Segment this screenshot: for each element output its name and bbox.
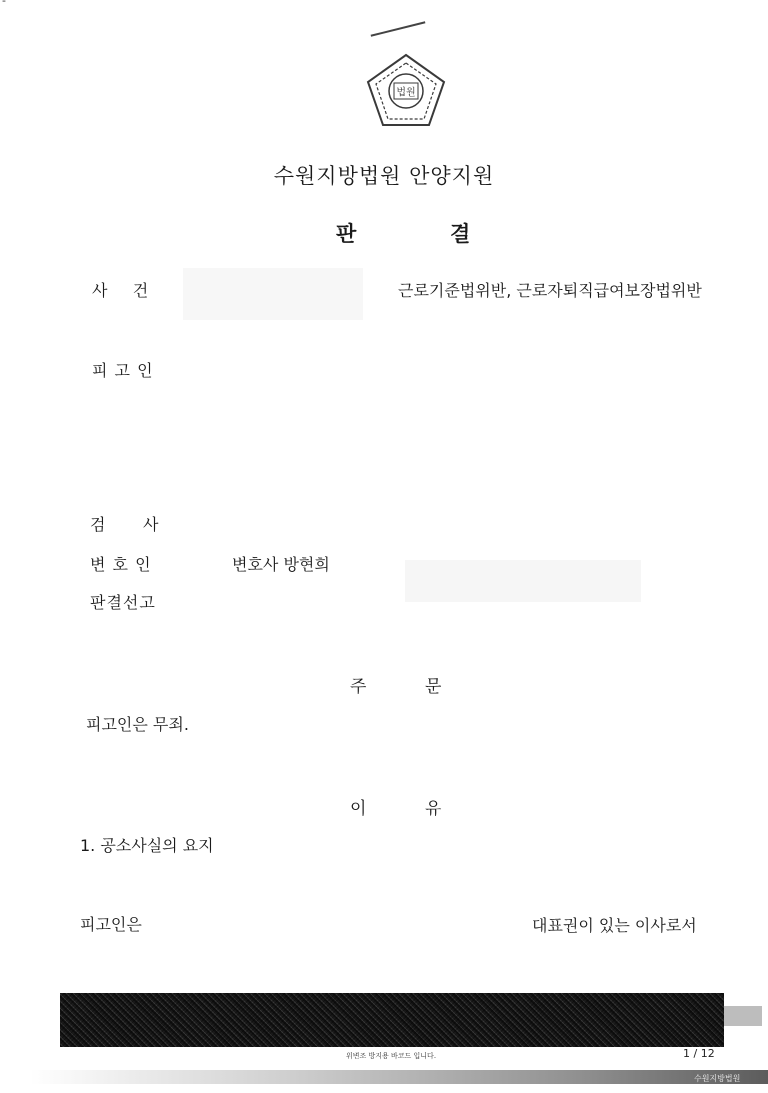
anti-forgery-barcode — [60, 993, 724, 1047]
order-title-char-1: 주 — [350, 677, 367, 697]
page-number: 1 / 12 — [683, 1047, 715, 1060]
court-seal-text: 법원 — [396, 87, 416, 99]
order-title-char-2: 문 — [425, 677, 442, 697]
reasons-title-char-2: 유 — [425, 799, 442, 819]
sentencing-date-label: 판결선고 — [90, 593, 156, 612]
counsel-value: 변호사 방현희 — [232, 555, 330, 574]
court-seal-emblem — [365, 52, 447, 128]
redaction-shadow — [405, 560, 641, 602]
case-label: 사 건 — [92, 281, 150, 300]
reasons-title-char-1: 이 — [350, 799, 367, 819]
doc-title-char-1: 판 — [336, 222, 357, 246]
defendant-label: 피 고 인 — [92, 361, 154, 380]
order-text: 피고인은 무죄. — [86, 715, 189, 734]
reasons-line-left: 피고인은 — [80, 915, 142, 934]
scan-dash — [371, 21, 426, 36]
reasons-line-right: 대표권이 있는 이사로서 — [532, 916, 697, 935]
barcode-tail — [724, 1006, 762, 1026]
reasons-heading-1: 1. 공소사실의 요지 — [80, 836, 214, 855]
counsel-label: 변 호 인 — [90, 555, 152, 574]
corner-mark: - — [2, 0, 6, 7]
barcode-notice: 위변조 방지용 바코드 입니다. — [346, 1052, 437, 1060]
court-name: 수원지방법원 안양지원 — [273, 164, 495, 188]
case-value: 근로기준법위반, 근로자퇴직급여보장법위반 — [398, 281, 702, 300]
bottom-court-mark: 수원지방법원 — [694, 1074, 741, 1083]
redaction-shadow — [183, 268, 363, 320]
prosecutor-label: 검 사 — [90, 515, 160, 534]
doc-title-char-2: 결 — [450, 222, 471, 246]
scan-bottom-streak — [30, 1070, 768, 1084]
